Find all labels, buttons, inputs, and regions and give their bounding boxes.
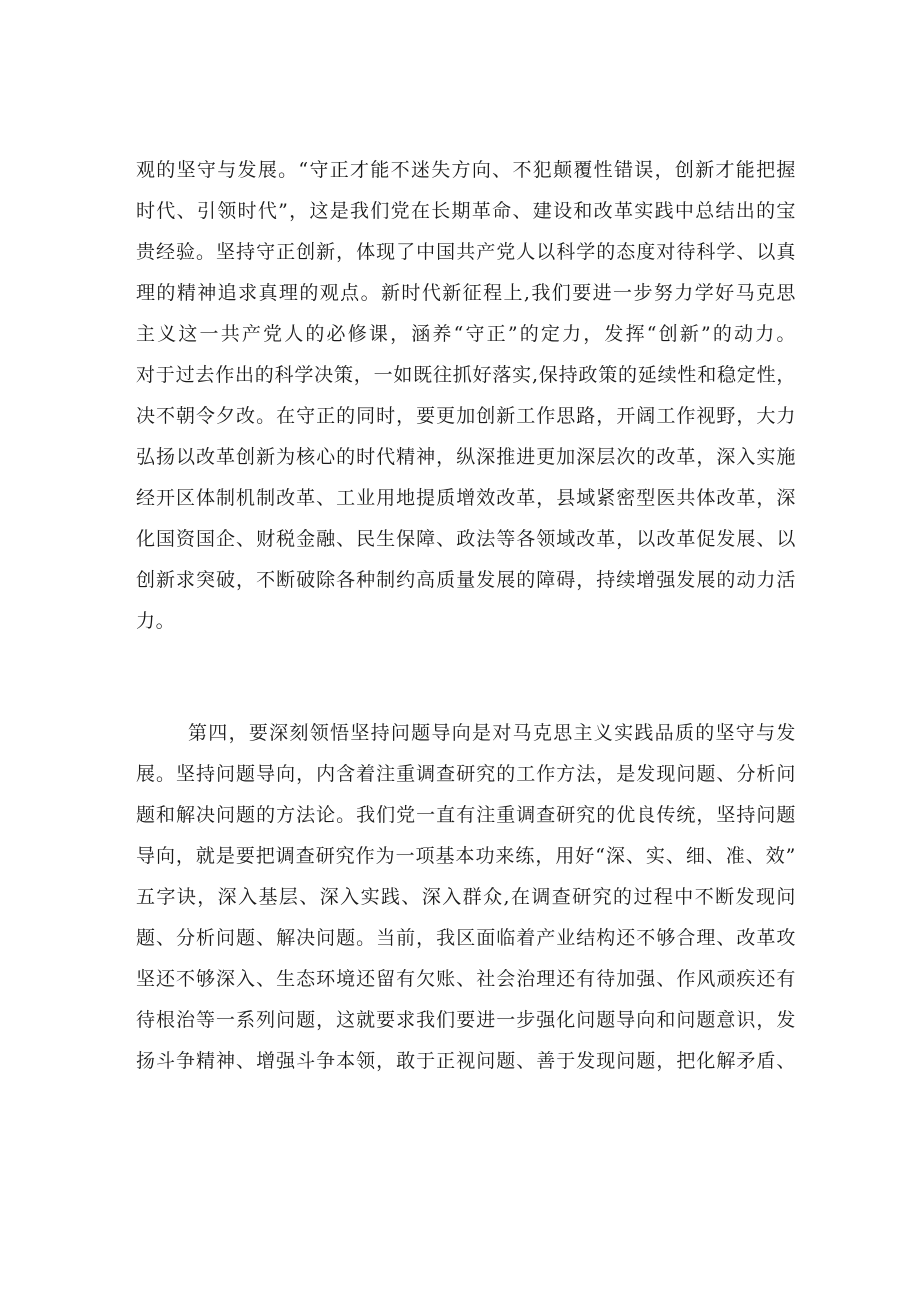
paragraph-1 bbox=[136, 150, 796, 642]
text-line: 弘扬以改革创新为核心的时代精神，纵深推进更加深层次的改革，深入实施 bbox=[136, 446, 796, 468]
text-line: 理的精神追求真理的观点。新时代新征程上,我们要进一步努力学好马克思 bbox=[136, 282, 796, 304]
text-line: 坚还不够深入、生态环境还留有欠账、社会治理还有待加强、作风顽疾还有 bbox=[136, 968, 796, 990]
text-line: 主义这一共产党人的必修课，涵养“守正”的定力，发挥“创新”的动力。 bbox=[136, 323, 796, 345]
text-line: 对于过去作出的科学决策，一如既往抓好落实,保持政策的延续性和稳定性， bbox=[136, 364, 796, 386]
text-line: 展。坚持问题导向，内含着注重调查研究的工作方法，是发现问题、分析问 bbox=[136, 763, 796, 785]
text-line: 扬斗争精神、增强斗争本领，敢于正视问题、善于发现问题，把化解矛盾、 bbox=[136, 1050, 796, 1072]
text-line: 待根治等一系列问题，这就要求我们要进一步强化问题导向和问题意识，发 bbox=[136, 1009, 796, 1031]
text-line: 化国资国企、财税金融、民生保障、政法等各领域改革，以改革促发展、以 bbox=[136, 528, 796, 550]
text-line: 力。 bbox=[136, 610, 176, 632]
text-line: 第四，要深刻领悟坚持问题导向是对马克思主义实践品质的坚守与发 bbox=[188, 722, 796, 744]
paragraph-2 bbox=[136, 713, 796, 1082]
text-line: 决不朝令夕改。在守正的同时，要更加创新工作思路，开阔工作视野，大力 bbox=[136, 405, 796, 427]
text-line: 观的坚守与发展。“守正才能不迷失方向、不犯颠覆性错误，创新才能把握 bbox=[136, 159, 796, 181]
text-line: 贵经验。坚持守正创新，体现了中国共产党人以科学的态度对待科学、以真 bbox=[136, 241, 796, 263]
text-line: 五字诀，深入基层、深入实践、深入群众,在调查研究的过程中不断发现问 bbox=[136, 886, 796, 908]
text-line: 经开区体制机制改革、工业用地提质增效改革，县域紧密型医共体改革，深 bbox=[136, 487, 796, 509]
text-line: 导向，就是要把调查研究作为一项基本功来练，用好“深、实、细、准、效” bbox=[136, 845, 796, 867]
text-line: 时代、引领时代”，这是我们党在长期革命、建设和改革实践中总结出的宝 bbox=[136, 200, 796, 222]
text-line: 创新求突破，不断破除各种制约高质量发展的障碍，持续增强发展的动力活 bbox=[136, 569, 796, 591]
text-line: 题和解决问题的方法论。我们党一直有注重调查研究的优良传统，坚持问题 bbox=[136, 804, 796, 826]
text-line: 题、分析问题、解决问题。当前，我区面临着产业结构还不够合理、改革攻 bbox=[136, 927, 796, 949]
